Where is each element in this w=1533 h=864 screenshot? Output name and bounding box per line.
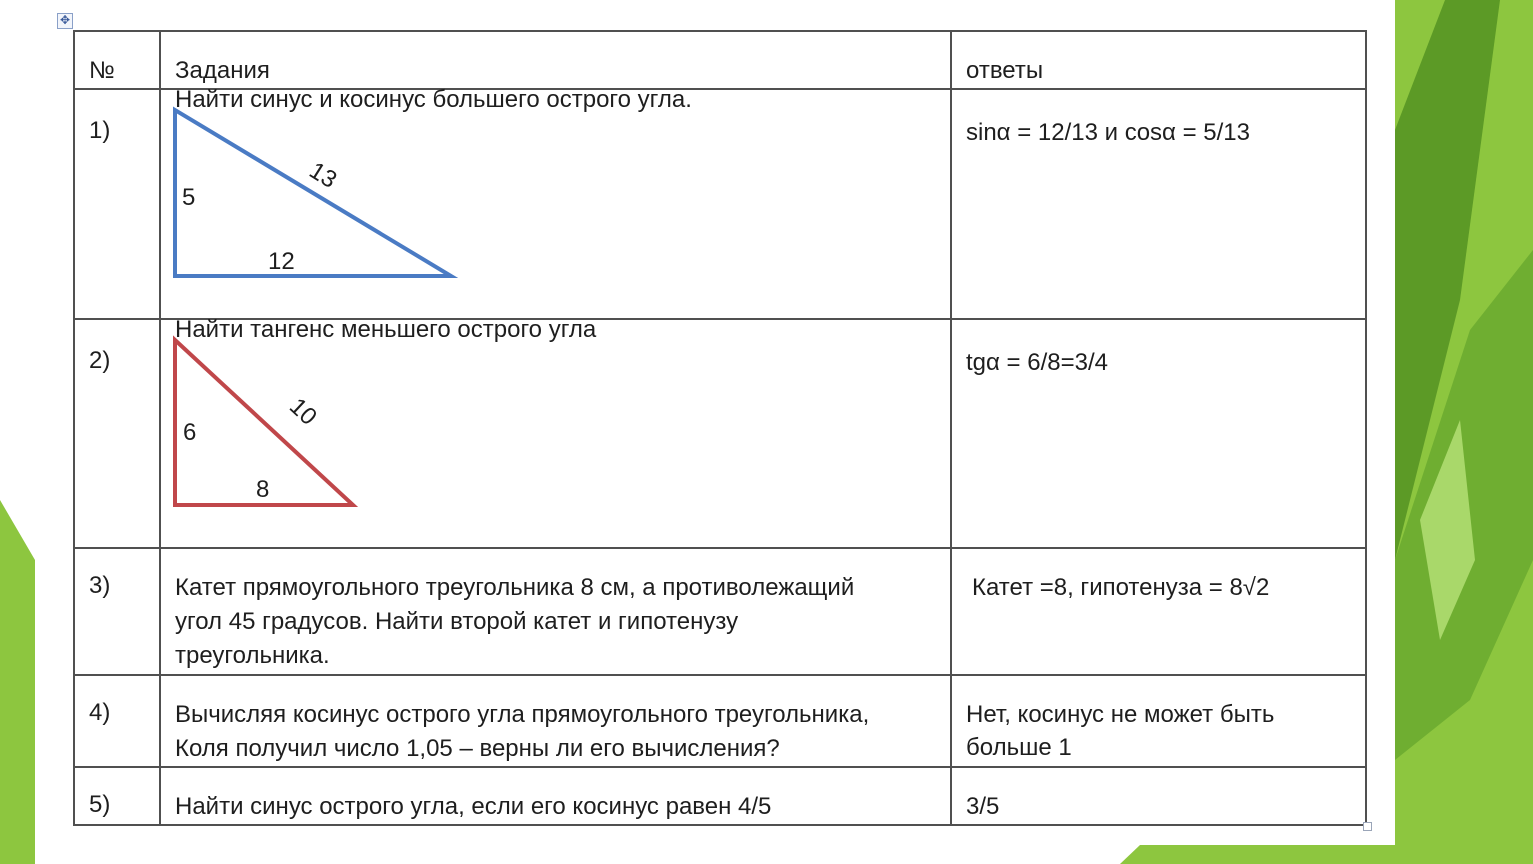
table-move-handle-icon[interactable]: ✥ bbox=[57, 13, 73, 29]
header-number: № bbox=[74, 31, 160, 89]
task-text: Найти тангенс меньшего острого угла bbox=[175, 316, 597, 343]
task-text: Найти синус и косинус большего острого угла. bbox=[175, 86, 692, 113]
table-row bbox=[74, 548, 1366, 675]
header-answer: ответы bbox=[951, 31, 1366, 89]
table-resize-handle[interactable] bbox=[1363, 822, 1372, 831]
bg-shape-left bbox=[0, 500, 35, 864]
row-number: 5) bbox=[74, 767, 160, 825]
answer-cell: tgα = 6/8=3/4 bbox=[951, 319, 1366, 548]
row-number: 3) bbox=[74, 548, 160, 675]
task-text: Найти синус острого угла, если его косинус равен 4/5 bbox=[175, 793, 772, 820]
table-header-row bbox=[74, 31, 1366, 89]
hypotenuse-label: 13 bbox=[304, 156, 342, 194]
task-cell bbox=[160, 86, 951, 319]
table-row bbox=[74, 675, 1366, 767]
answer-cell: sinα = 12/13 и cosα = 5/13 bbox=[951, 89, 1366, 319]
row-number: 4) bbox=[74, 675, 160, 767]
table-row bbox=[74, 319, 1366, 548]
header-task: Задания bbox=[160, 31, 951, 89]
task-text: Вычисляя косинус острого угла прямоугольного треугольника, Коля получил число 1,05 – верны ли его вычисления? bbox=[175, 701, 870, 762]
task-cell bbox=[160, 767, 951, 825]
answer-cell: 3/5 bbox=[951, 767, 1366, 825]
tasks-table bbox=[73, 30, 1367, 826]
row-number: 2) bbox=[74, 319, 160, 548]
leg-vertical-label: 5 bbox=[182, 184, 196, 211]
answer-cell: Нет, косинус не может быть больше 1 bbox=[951, 675, 1366, 767]
triangle-shape bbox=[175, 110, 451, 276]
task-cell bbox=[160, 548, 951, 675]
table-row bbox=[74, 767, 1366, 825]
table-row bbox=[74, 89, 1366, 319]
leg-horizontal-label: 8 bbox=[256, 476, 270, 503]
task-cell bbox=[160, 316, 951, 548]
triangle-figure-blue bbox=[173, 104, 473, 284]
row-number: 1) bbox=[74, 89, 160, 319]
answer-cell: Катет =8, гипотенуза = 8√2 bbox=[951, 548, 1366, 675]
task-cell bbox=[160, 675, 951, 767]
triangle-figure-red bbox=[173, 334, 373, 514]
bg-shape-bottom bbox=[1120, 845, 1395, 864]
leg-horizontal-label: 12 bbox=[268, 248, 295, 275]
leg-vertical-label: 6 bbox=[183, 419, 197, 446]
hypotenuse-label: 10 bbox=[284, 392, 322, 431]
task-text: Катет прямоугольного треугольника 8 см, а противолежащий угол 45 градусов. Найти второй катет и гипотенузу треугольника. bbox=[175, 574, 855, 669]
